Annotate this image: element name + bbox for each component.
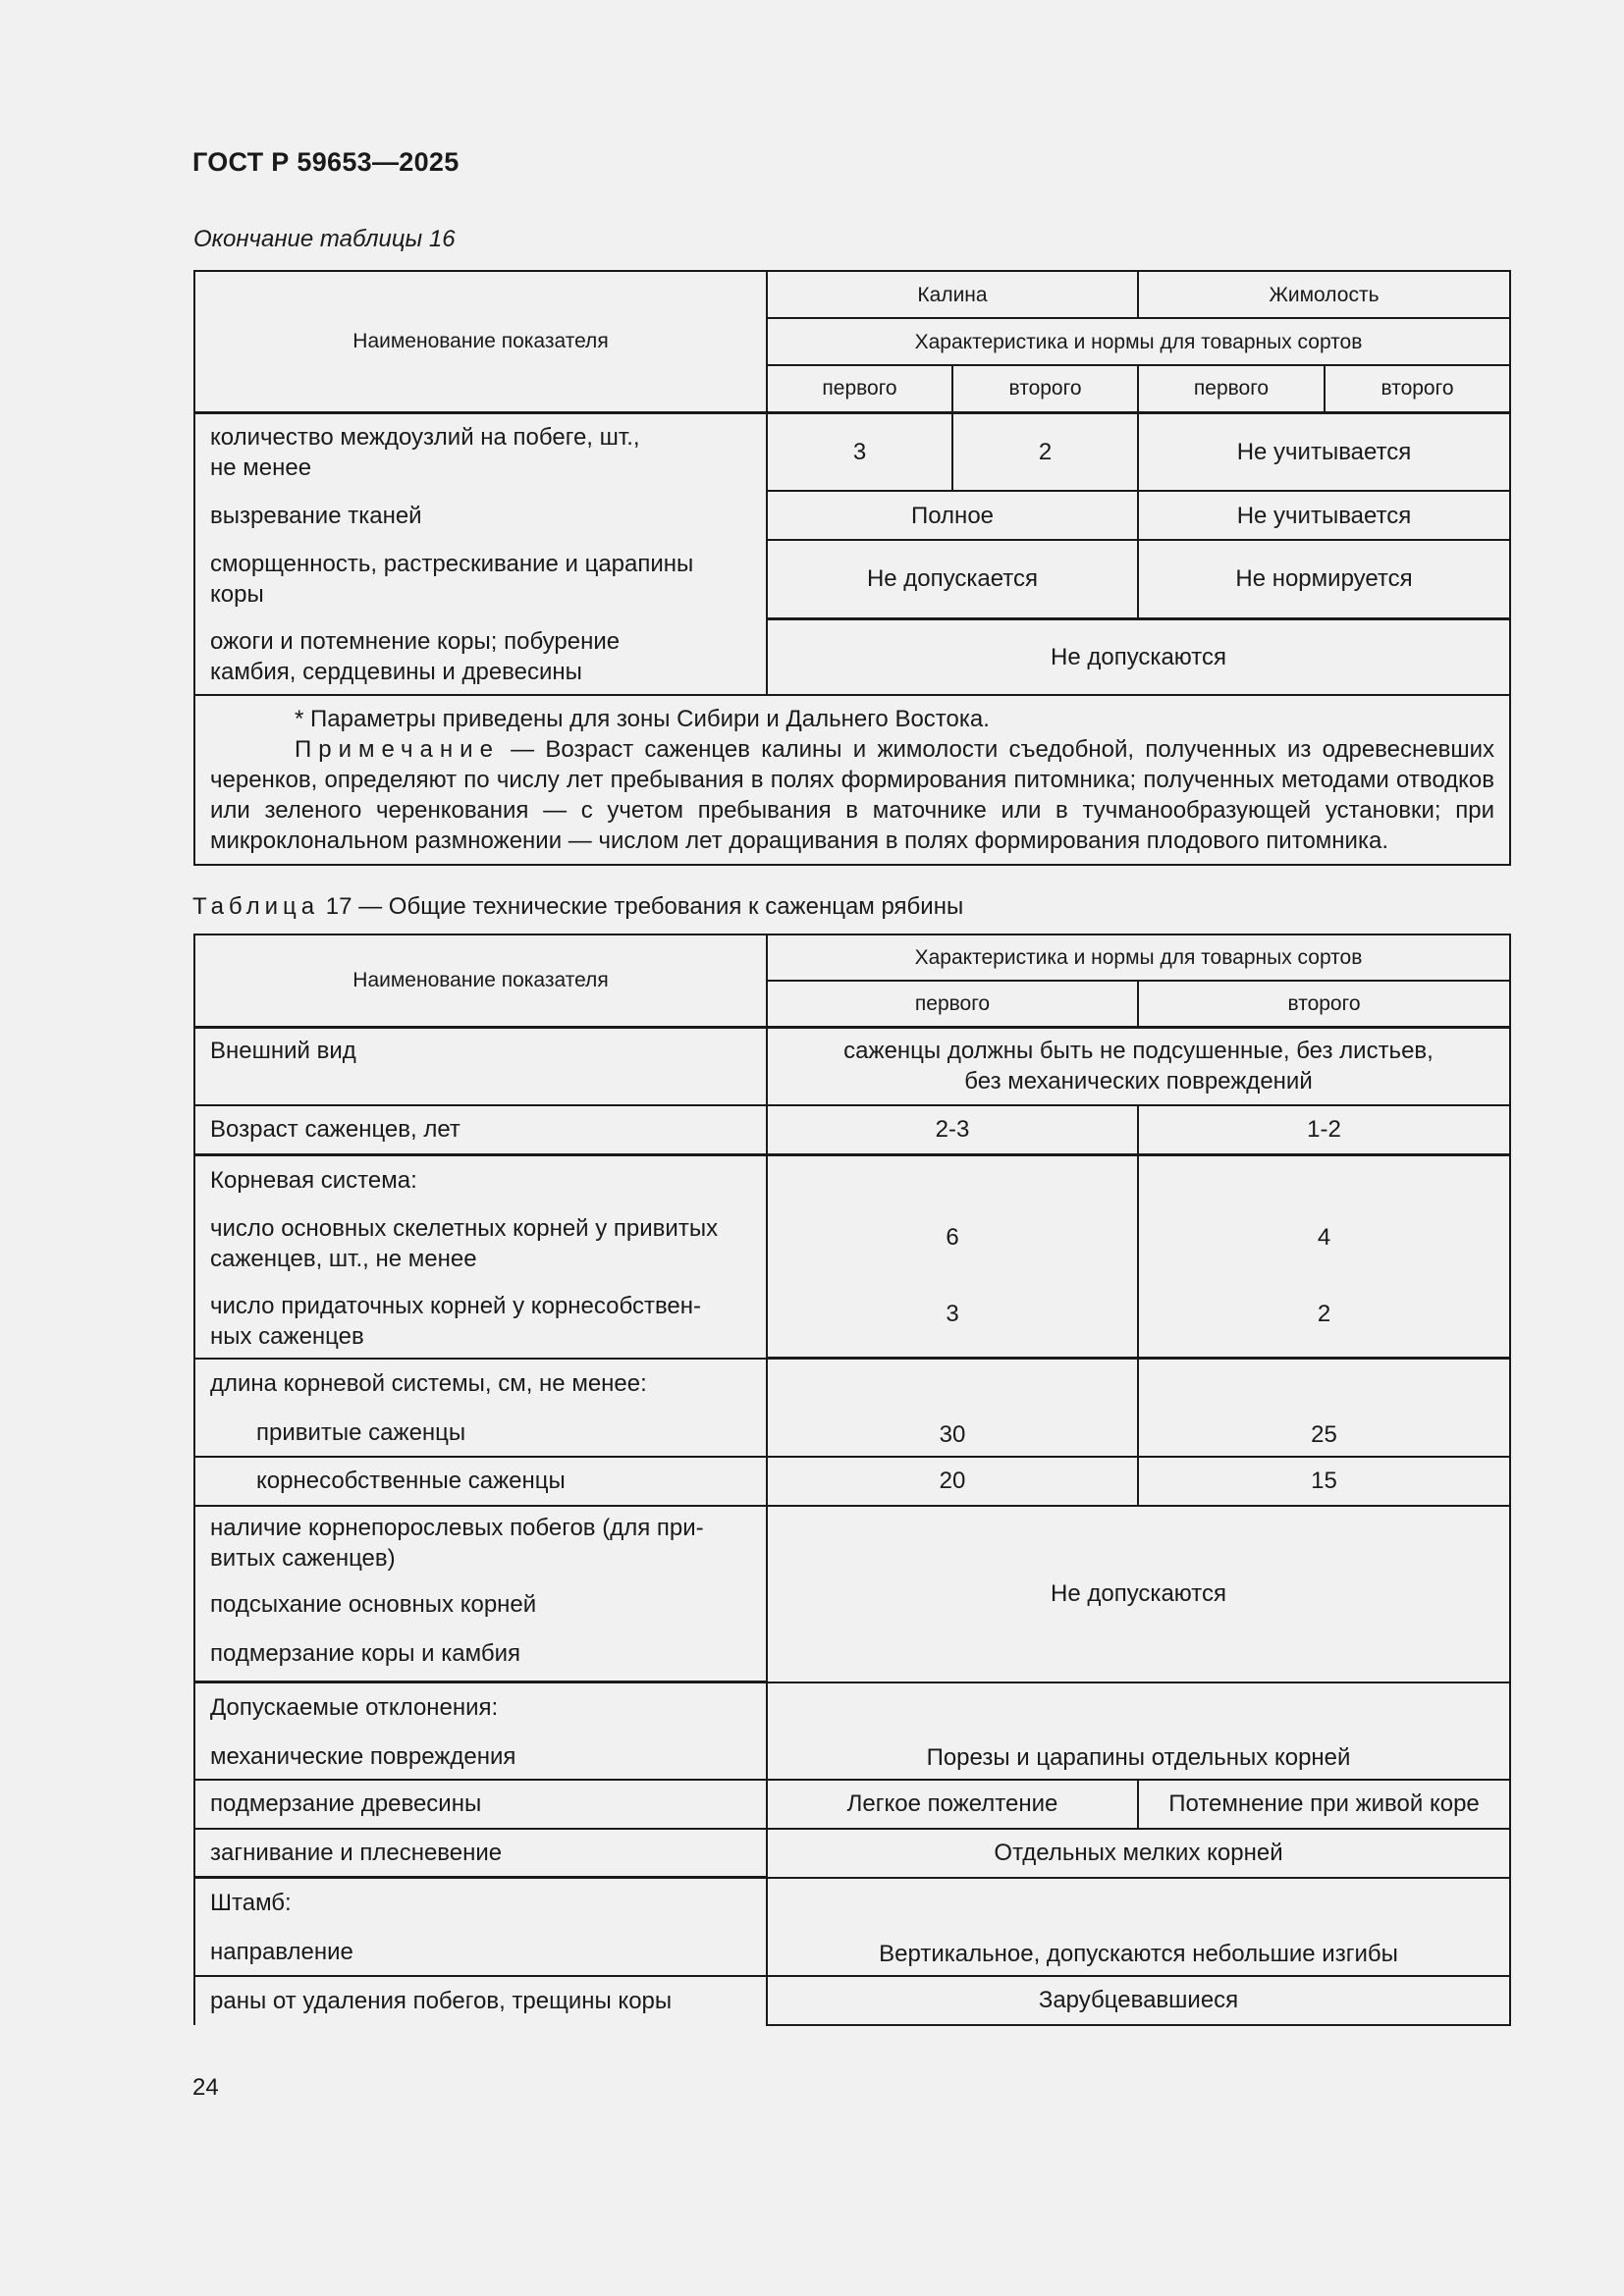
header-norms: Характеристика и нормы для товарных сортов [767, 934, 1510, 981]
indicator-name: длина корневой системы, см, не менее: привитые саженцы [194, 1359, 767, 1457]
document-title: ГОСТ Р 59653—2025 [192, 147, 460, 177]
table-cell: Порезы и царапины отдельных корней [767, 1682, 1510, 1780]
header-first: первого [767, 981, 1138, 1027]
note-paragraph [210, 734, 1494, 856]
header-kalina: Калина [767, 271, 1138, 318]
table-cell: Не допускается [767, 540, 1138, 618]
table-cell: 3 [767, 412, 952, 491]
table-cell: 2-3 [767, 1105, 1138, 1154]
table-cell: Не нормируется [1138, 540, 1510, 618]
footnote: * Параметры приведены для зоны Сибири и Дальнего Востока. [295, 706, 990, 732]
indicator-name: Внешний вид [194, 1027, 767, 1105]
table-cell: 2 [952, 412, 1138, 491]
indicator-name: загнивание и плесневение [194, 1829, 767, 1878]
table-17-caption: Таблица 17 — Общие технические требования к саженцам рябины [192, 893, 964, 920]
table-cell: Полное [767, 491, 1138, 540]
indicator-name: раны от удаления побегов, трещины коры [194, 1976, 767, 2025]
table-cell: 25 [1138, 1359, 1510, 1457]
indicator-name: корнесобственные саженцы [194, 1457, 767, 1506]
indicator-name: Возраст саженцев, лет [194, 1105, 767, 1154]
indicator-name: ожоги и потемнение коры; побурение камбия, сердцевины и древесины [194, 618, 767, 695]
header-second: второго [952, 365, 1138, 412]
header-indicator-name: Наименование показателя [194, 934, 767, 1027]
indicator-group-root-system: Корневая система: число основных скелетных корней у привитых саженцев, шт., не менее число придаточных корней у корнесобствен- ных саженцев [194, 1154, 767, 1359]
header-indicator-name: Наименование показателя [194, 271, 767, 412]
header-zhimolost: Жимолость [1138, 271, 1510, 318]
table-17 [193, 934, 1511, 2026]
note-text: — Возраст саженцев калины и жимолости съедобной, полученных из одревесневших черенков, определяют по числу лет пребывания в полях формирования питомника; полученных методами отводков или зеленого черенкования — с учетом пребывания в маточнике или в тучманообразующей установки; при микроклональном размножении — числом лет доращивания в полях формирования плодового питомника. [210, 736, 1495, 854]
header-second: второго [1138, 981, 1510, 1027]
page-number: 24 [192, 2074, 219, 2101]
table-cell: Отдельных мелких корней [767, 1829, 1510, 1878]
table-cell: Зарубцевавшиеся [767, 1976, 1510, 2025]
indicator-name: наличие корнепорослевых побегов (для при- витых саженцев) подсыхание основных корней подмерзание коры и камбия [194, 1506, 767, 1682]
table-cell: 1-2 [1138, 1105, 1510, 1154]
table-cell: Потемнение при живой коре [1138, 1780, 1510, 1829]
table-cell: 15 [1138, 1457, 1510, 1506]
indicator-name: Допускаемые отклонения: механические повреждения [194, 1682, 767, 1780]
indicator-name: Штамб: направление [194, 1878, 767, 1976]
table-cell: Легкое пожелтение [767, 1780, 1138, 1829]
note-label: Примечание [295, 736, 500, 763]
table-note [194, 695, 1510, 865]
table-cell: саженцы должны быть не подсушенные, без листьев, без механических повреждений [767, 1027, 1510, 1105]
indicator-name: сморщенность, растрескивание и царапины коры [194, 540, 767, 618]
header-norms: Характеристика и нормы для товарных сортов [767, 318, 1510, 365]
table-cell: 4 2 [1138, 1154, 1510, 1359]
header-second: второго [1325, 365, 1510, 412]
table-cell: 20 [767, 1457, 1138, 1506]
table-cell: 6 3 [767, 1154, 1138, 1359]
indicator-name: подмерзание древесины [194, 1780, 767, 1829]
table-continuation-caption: Окончание таблицы 16 [193, 226, 456, 252]
table-cell: Не учитывается [1138, 412, 1510, 491]
table-cell: 30 [767, 1359, 1138, 1457]
table-16 [193, 270, 1511, 866]
header-first: первого [767, 365, 952, 412]
table-cell: Вертикальное, допускаются небольшие изгибы [767, 1878, 1510, 1976]
table-cell: Не допускаются [767, 1506, 1510, 1682]
header-first: первого [1138, 365, 1325, 412]
indicator-name: вызревание тканей [194, 491, 767, 540]
indicator-name: количество междоузлий на побеге, шт., не менее [194, 412, 767, 491]
table-cell: Не учитывается [1138, 491, 1510, 540]
table-cell: Не допускаются [767, 618, 1510, 695]
